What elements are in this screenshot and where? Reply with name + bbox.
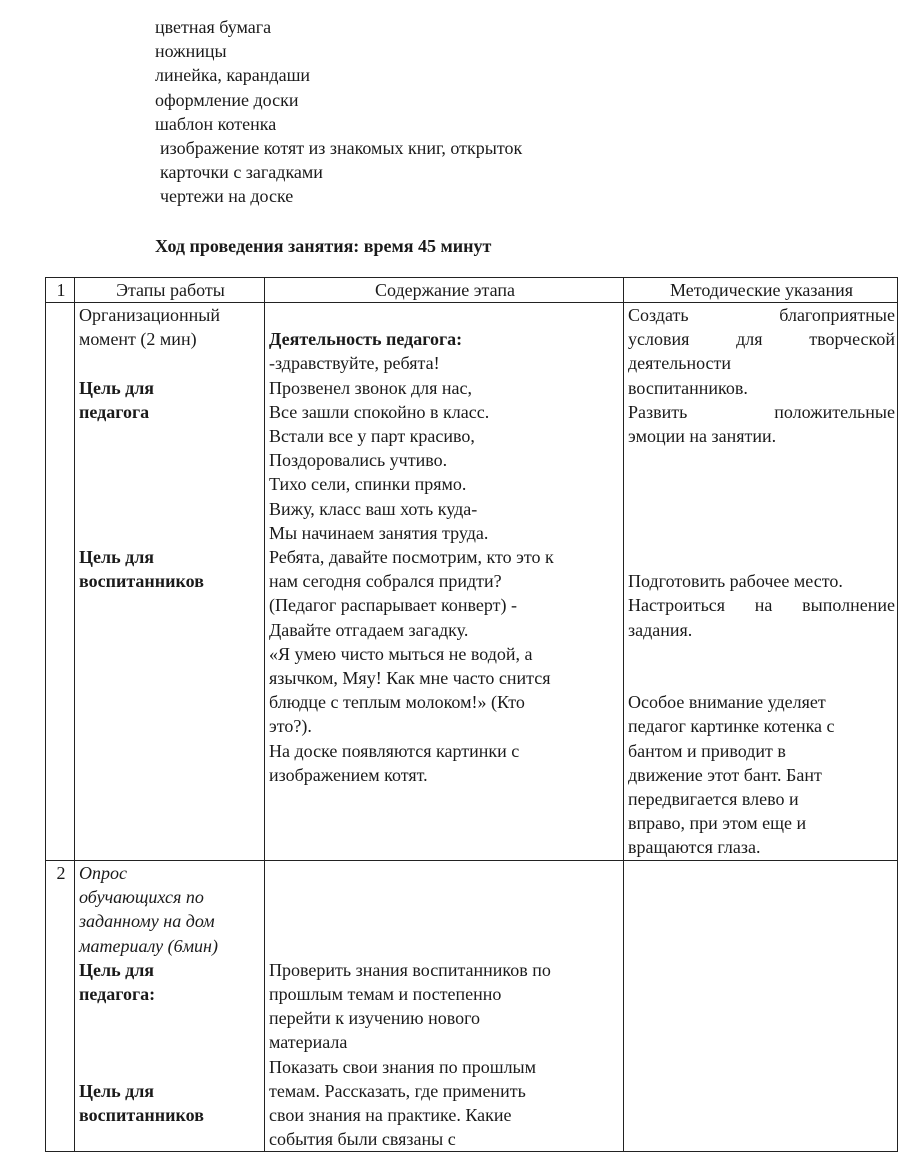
content-line: темам. Рассказать, где применить <box>269 1080 526 1101</box>
content-cell <box>265 861 624 1152</box>
notes-line: Подготовить рабочее место. <box>628 571 843 592</box>
content-line: материала <box>269 1032 348 1053</box>
notes-line: Развить положительные <box>628 401 895 422</box>
content-line: Проверить знания воспитанников по <box>269 959 551 980</box>
stage-cell <box>75 861 265 1152</box>
content-line: Встали все у парт красиво, <box>269 426 475 446</box>
lesson-table <box>45 277 898 1152</box>
content-line: перейти к изучению нового <box>269 1008 481 1029</box>
content-line: свои знания на практике. Какие <box>269 1104 512 1125</box>
stage-cell <box>75 303 265 861</box>
material-item: шаблон котенка <box>155 113 277 134</box>
notes-line: бантом и приводит в <box>628 740 786 761</box>
goal-students-label: воспитанников <box>79 1104 204 1125</box>
goal-students-label: Цель для <box>79 1080 155 1101</box>
goal-teacher-label: педагога: <box>79 984 156 1005</box>
material-item: оформление доски <box>155 89 299 110</box>
goal-teacher-label: педагога <box>79 401 150 422</box>
content-line: Ребята, давайте посмотрим, кто это к <box>269 547 554 568</box>
content-line: Прозвенел звонок для нас, <box>269 377 472 398</box>
goal-students-label: воспитанников <box>79 571 204 592</box>
stage-name: заданному на дом <box>79 911 215 932</box>
material-item: чертежи на доске <box>160 186 294 207</box>
stage-name: Опрос <box>79 863 127 883</box>
notes-line: вращаются глаза. <box>628 837 761 858</box>
material-item: карточки с загадками <box>160 162 323 183</box>
content-line: Мы начинаем занятия труда. <box>269 522 489 543</box>
notes-cell <box>624 861 898 1152</box>
notes-line: деятельности <box>628 353 732 374</box>
notes-line: движение этот бант. Бант <box>628 764 822 785</box>
content-title: Деятельность педагога: <box>269 329 463 350</box>
lesson-heading: Ход проведения занятия: время 45 минут <box>155 236 492 256</box>
header-notes: Методические указания <box>624 278 898 303</box>
row-number <box>46 303 75 861</box>
content-line: изображением котят. <box>269 764 428 785</box>
content-line: события были связаны с <box>269 1129 456 1150</box>
content-line: На доске появляются картинки с <box>269 740 520 761</box>
notes-line: педагог картинке котенка с <box>628 716 835 737</box>
material-item: изображение котят из знакомых книг, открыток <box>160 138 523 159</box>
header-number: 1 <box>46 278 75 303</box>
stage-name: обучающихся по <box>79 887 204 908</box>
content-line: Вижу, класс ваш хоть куда- <box>269 498 478 519</box>
notes-line: Создать благоприятные <box>628 305 895 325</box>
notes-line: эмоции на занятии. <box>628 426 777 447</box>
content-line: -здравствуйте, ребята! <box>269 353 440 374</box>
material-item: цветная бумага <box>155 17 272 37</box>
content-line: Тихо сели, спинки прямо. <box>269 474 467 495</box>
content-line: прошлым темам и постепенно <box>269 983 502 1004</box>
stage-name: момент (2 мин) <box>79 329 197 350</box>
content-line: Поздоровались учтиво. <box>269 450 448 471</box>
content-line: Все зашли спокойно в класс. <box>269 401 490 422</box>
content-line: «Я умею чисто мыться не водой, а <box>269 643 533 664</box>
table-row <box>46 303 898 861</box>
stage-name: Организационный <box>79 305 220 325</box>
goal-teacher-label: Цель для <box>79 377 155 398</box>
notes-line: вправо, при этом еще и <box>628 813 807 834</box>
header-stages: Этапы работы <box>75 278 265 303</box>
notes-cell <box>624 303 898 861</box>
notes-line: Настроиться на выполнение <box>628 595 895 616</box>
content-line: это?). <box>269 716 312 737</box>
goal-teacher-label: Цель для <box>79 959 155 980</box>
header-content: Содержание этапа <box>265 278 624 303</box>
notes-line: воспитанников. <box>628 377 748 398</box>
row-number: 2 <box>46 861 75 1152</box>
notes-line: передвигается влево и <box>628 788 799 809</box>
material-item: линейка, карандаши <box>155 65 311 86</box>
content-cell <box>265 303 624 861</box>
content-line: (Педагог распарывает конверт) - <box>269 595 517 616</box>
notes-line: условия для творческой <box>628 329 895 350</box>
content-line: Давайте отгадаем загадку. <box>269 619 469 640</box>
table-header-row <box>46 278 898 303</box>
notes-line: задания. <box>628 619 693 640</box>
materials-list <box>155 15 522 209</box>
content-line: блюдце с теплым молоком!» (Кто <box>269 692 525 713</box>
table-row <box>46 861 898 1152</box>
content-line: язычком, Мяу! Как мне часто снится <box>269 668 551 689</box>
stage-name: материалу (6мин) <box>79 935 218 956</box>
material-item: ножницы <box>155 41 227 62</box>
goal-students-label: Цель для <box>79 546 155 567</box>
content-line: нам сегодня собрался придти? <box>269 571 502 592</box>
notes-line: Особое внимание уделяет <box>628 692 826 713</box>
content-line: Показать свои знания по прошлым <box>269 1056 537 1077</box>
